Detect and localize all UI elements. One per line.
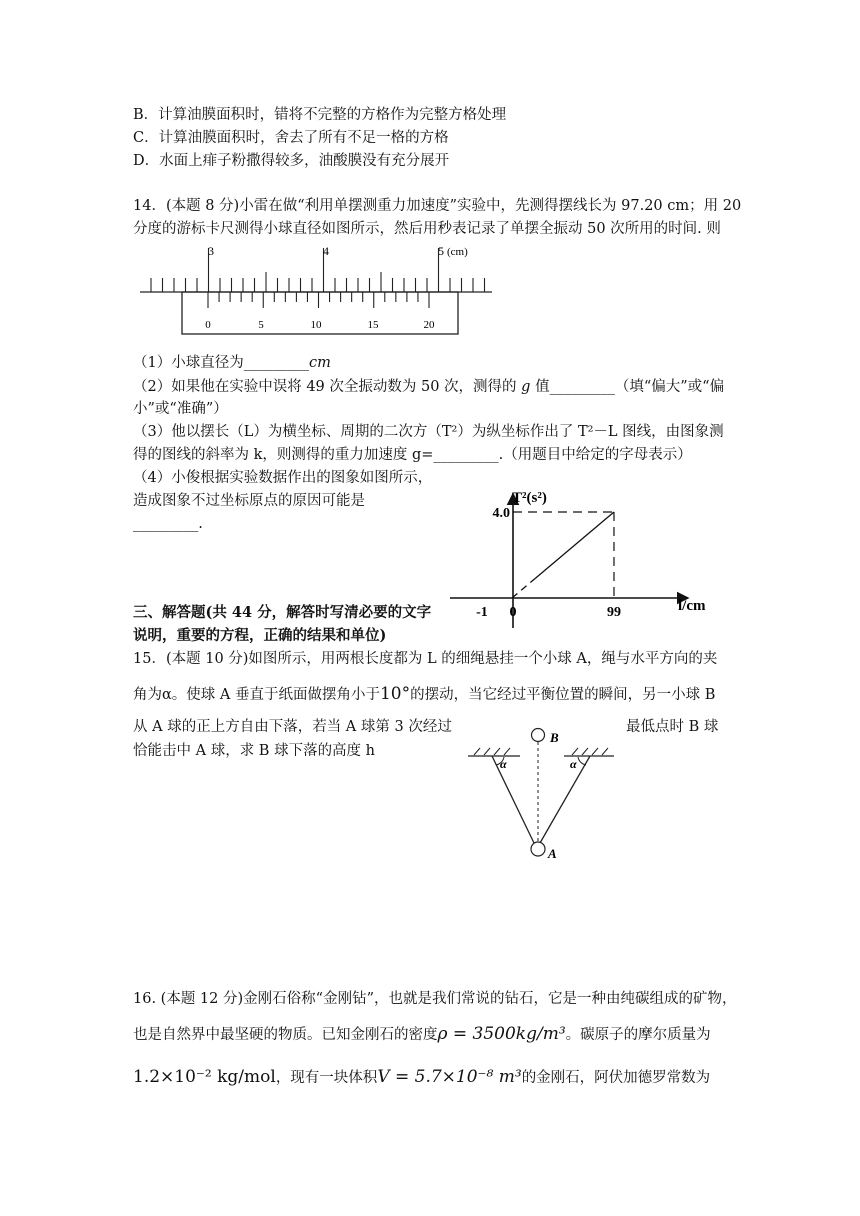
- main-scale-label-5: 5: [438, 244, 444, 258]
- q15-line2-b: 的摆动，当它经过平衡位置的瞬间，另一小球 B: [410, 687, 716, 703]
- q14-part1: [133, 352, 331, 374]
- q15-line1: 15．(本题 10 分)如图所示，用两根长度都为 L 的细绳悬挂一个小球 A，绳与水平方向的夹: [133, 651, 718, 667]
- data-line: [535, 512, 614, 578]
- q16-line3-b: 的金刚石，阿伏加德罗常数为: [521, 1070, 711, 1086]
- q16-line3-a: ，现有一块体积: [275, 1070, 378, 1086]
- q16-volume: V = 5.7×10⁻⁸ m³: [377, 1067, 522, 1087]
- option-b: B．计算油膜面积时，错将不完整的方格作为完整方格处理: [133, 107, 507, 123]
- left-string: [492, 756, 534, 843]
- vernier-label-20: 20: [423, 319, 435, 331]
- q15-line3-b: 最低点时 B 球: [626, 719, 719, 735]
- vernier-label-5: 5: [258, 319, 264, 331]
- ball-a-label: A: [548, 846, 557, 861]
- q14-part2: [133, 376, 724, 398]
- section3-heading-line2: 说明，重要的方程，正确的结果和单位): [133, 627, 387, 644]
- data-line-extrapolated: [512, 578, 535, 598]
- q14-part2-g: g: [521, 379, 531, 395]
- q16-line2: [133, 1023, 711, 1046]
- q14-part4-line1: （4）小俊根据实验数据作出的图象如图所示，: [133, 470, 433, 486]
- q15-line4: 恰能击中 A 球，求 B 球下落的高度 h: [133, 743, 376, 759]
- q16-molar-mass: 1.2×10⁻² kg/mol: [133, 1067, 276, 1087]
- option-d: D．水面上痱子粉撒得较多，油酸膜没有充分展开: [133, 153, 450, 169]
- y-tick-4: 4.0: [492, 506, 510, 521]
- q14-line2: 分度的游标卡尺测得小球直径如图所示，然后用秒表记录了单摆全振动 50 次所用的时间. 则: [133, 221, 721, 237]
- q16-line2-b: 。碳原子的摩尔质量为: [565, 1027, 711, 1043]
- q14-line1: 14．(本题 8 分)小雷在做“利用单摆测重力加速度”实验中，先测得摆线长为 97.20 cm；用 20: [133, 198, 742, 214]
- q14-part1-unit: cm: [308, 355, 331, 371]
- ball-a: [531, 842, 545, 856]
- q16-line1: 16. (本题 12 分)金刚石俗称“金刚钻”，也就是我们常说的钻石，它是一种由纯碳组成的矿物，: [133, 991, 737, 1007]
- q14-part1-text: （1）小球直径为_________: [133, 355, 309, 371]
- x-tick-minus1: -1: [476, 605, 488, 620]
- x-tick-99: 99: [606, 605, 621, 620]
- q14-part3-line2: 得的图线的斜率为 k，则测得的重力加速度 g=_________.（用题目中给定的字母表示）: [133, 447, 692, 463]
- option-c: C．计算油膜面积时，舍去了所有不足一格的方格: [133, 130, 449, 146]
- vernier-label-15: 15: [367, 319, 379, 331]
- right-string: [540, 756, 590, 843]
- x-axis-label: l/cm: [678, 598, 706, 614]
- ball-b-label: B: [550, 730, 559, 745]
- q16-density: ρ = 3500kg/m³: [437, 1024, 566, 1044]
- x-tick-0: 0: [509, 605, 517, 620]
- main-scale-unit: (cm): [447, 246, 468, 258]
- q14-part2-a: （2）如果他在实验中误将 49 次全振动数为 50 次，测得的: [133, 379, 517, 395]
- q15-line2-a: 角为α。使球 A 垂直于纸面做摆角小于: [133, 687, 380, 703]
- q15-line3-a: 从 A 球的正上方自由下落，若当 A 球第 3 次经过: [133, 719, 452, 735]
- ball-b: [532, 729, 545, 742]
- vernier-caliper-figure: [130, 240, 500, 340]
- alpha-right: α: [570, 757, 577, 771]
- q16-line2-a: 也是自然界中最坚硬的物质。已知金刚石的密度: [133, 1027, 438, 1043]
- q14-part4-line2: 造成图象不过坐标原点的原因可能是: [133, 493, 365, 509]
- q15-angle: 10°: [379, 684, 411, 704]
- alpha-left: α: [500, 757, 507, 771]
- main-scale-label-4: 4: [323, 244, 329, 258]
- t2-l-chart: [440, 478, 720, 638]
- vernier-label-0: 0: [205, 319, 211, 331]
- section3-heading-line1: 三、解答题(共 44 分，解答时写清必要的文字: [133, 604, 432, 621]
- q15-line2: [133, 683, 715, 706]
- main-scale-label-3: 3: [208, 244, 214, 258]
- q16-line3: [133, 1066, 710, 1089]
- q14-part2-line2: 小”或“准确”）: [133, 401, 228, 417]
- q14-part3-line1: （3）他以摆长（L）为横坐标、周期的二次方（T²）为纵坐标作出了 T²－L 图线，由图象测: [133, 424, 724, 440]
- pendulum-figure: [464, 724, 620, 864]
- y-axis-label: T²(s²): [512, 490, 547, 506]
- q14-part2-b: 值_________（填“偏大”或“偏: [535, 379, 725, 395]
- vernier-label-10: 10: [310, 319, 322, 331]
- q14-part4-line3: _________.: [133, 516, 203, 532]
